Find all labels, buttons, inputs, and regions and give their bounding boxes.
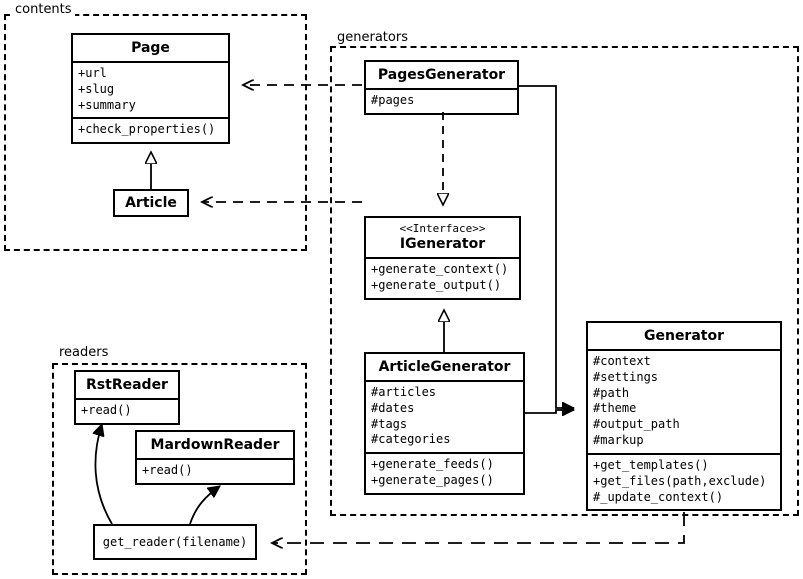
package-readers-label: readers [56, 345, 111, 360]
class-pages-generator-title: PagesGenerator [377, 67, 506, 83]
attribute-row: +url [78, 66, 107, 80]
class-rst-reader-title: RstReader [86, 377, 168, 393]
class-generator[interactable] [586, 321, 782, 511]
attribute-row: #dates [371, 400, 415, 415]
class-igenerator[interactable] [364, 216, 521, 300]
function-get-reader-label: get_reader(filename) [102, 535, 248, 549]
attribute-row: #theme [593, 401, 637, 416]
method-row: +generate_feeds() [371, 457, 494, 472]
dependency-generator-to-getreader [272, 512, 684, 543]
package-contents-label: contents [12, 2, 75, 17]
class-article-generator-title: ArticleGenerator [378, 359, 511, 375]
method-row: +get_files(path,exclude) [593, 473, 767, 488]
class-article-generator-methods [366, 452, 523, 493]
function-get-reader[interactable] [93, 524, 257, 560]
class-generator-methods [588, 453, 780, 509]
class-mardown-reader-methods [137, 458, 293, 483]
attribute-row: #settings [593, 369, 659, 384]
class-igenerator-methods [366, 257, 519, 298]
method-row: +check_properties() [78, 122, 216, 137]
attribute-row: #articles [371, 385, 437, 399]
class-pages-generator-attributes [366, 88, 517, 113]
class-article-generator[interactable] [364, 352, 525, 495]
class-generator-attributes [588, 349, 780, 453]
class-article[interactable] [113, 189, 189, 217]
class-mardown-reader-title: MardownReader [150, 437, 280, 453]
method-row: +get_templates() [593, 457, 709, 472]
class-article-generator-attributes [366, 380, 523, 452]
attribute-row: #categories [371, 432, 451, 447]
method-row: +generate_context() [371, 262, 509, 276]
class-page-methods [73, 117, 228, 142]
attribute-row: #output_path [593, 417, 680, 432]
class-article-title: Article [125, 195, 177, 211]
attribute-row: #pages [371, 93, 415, 107]
class-igenerator-stereotype: <<Interface>> [399, 222, 486, 235]
package-generators-label: generators [334, 30, 411, 45]
method-row: +generate_pages() [371, 473, 494, 488]
class-generator-title: Generator [643, 328, 724, 344]
attribute-row: +summary [78, 97, 136, 112]
method-row: #_update_context() [593, 489, 724, 504]
attribute-row: #context [593, 354, 651, 368]
method-row: +generate_output() [371, 277, 502, 292]
class-pages-generator[interactable] [364, 60, 519, 115]
class-page-attributes [73, 61, 228, 117]
class-rst-reader[interactable] [74, 370, 180, 425]
attribute-row: #path [593, 385, 630, 400]
class-page[interactable] [71, 33, 230, 144]
class-page-title: Page [131, 40, 170, 56]
method-row: +read() [142, 463, 193, 477]
class-mardown-reader[interactable] [135, 430, 295, 485]
class-rst-reader-methods [76, 398, 178, 423]
attribute-row: +slug [78, 81, 115, 96]
attribute-row: #tags [371, 416, 408, 431]
method-row: +read() [81, 403, 132, 417]
class-igenerator-title: IGenerator [399, 236, 486, 252]
attribute-row: #markup [593, 433, 644, 448]
